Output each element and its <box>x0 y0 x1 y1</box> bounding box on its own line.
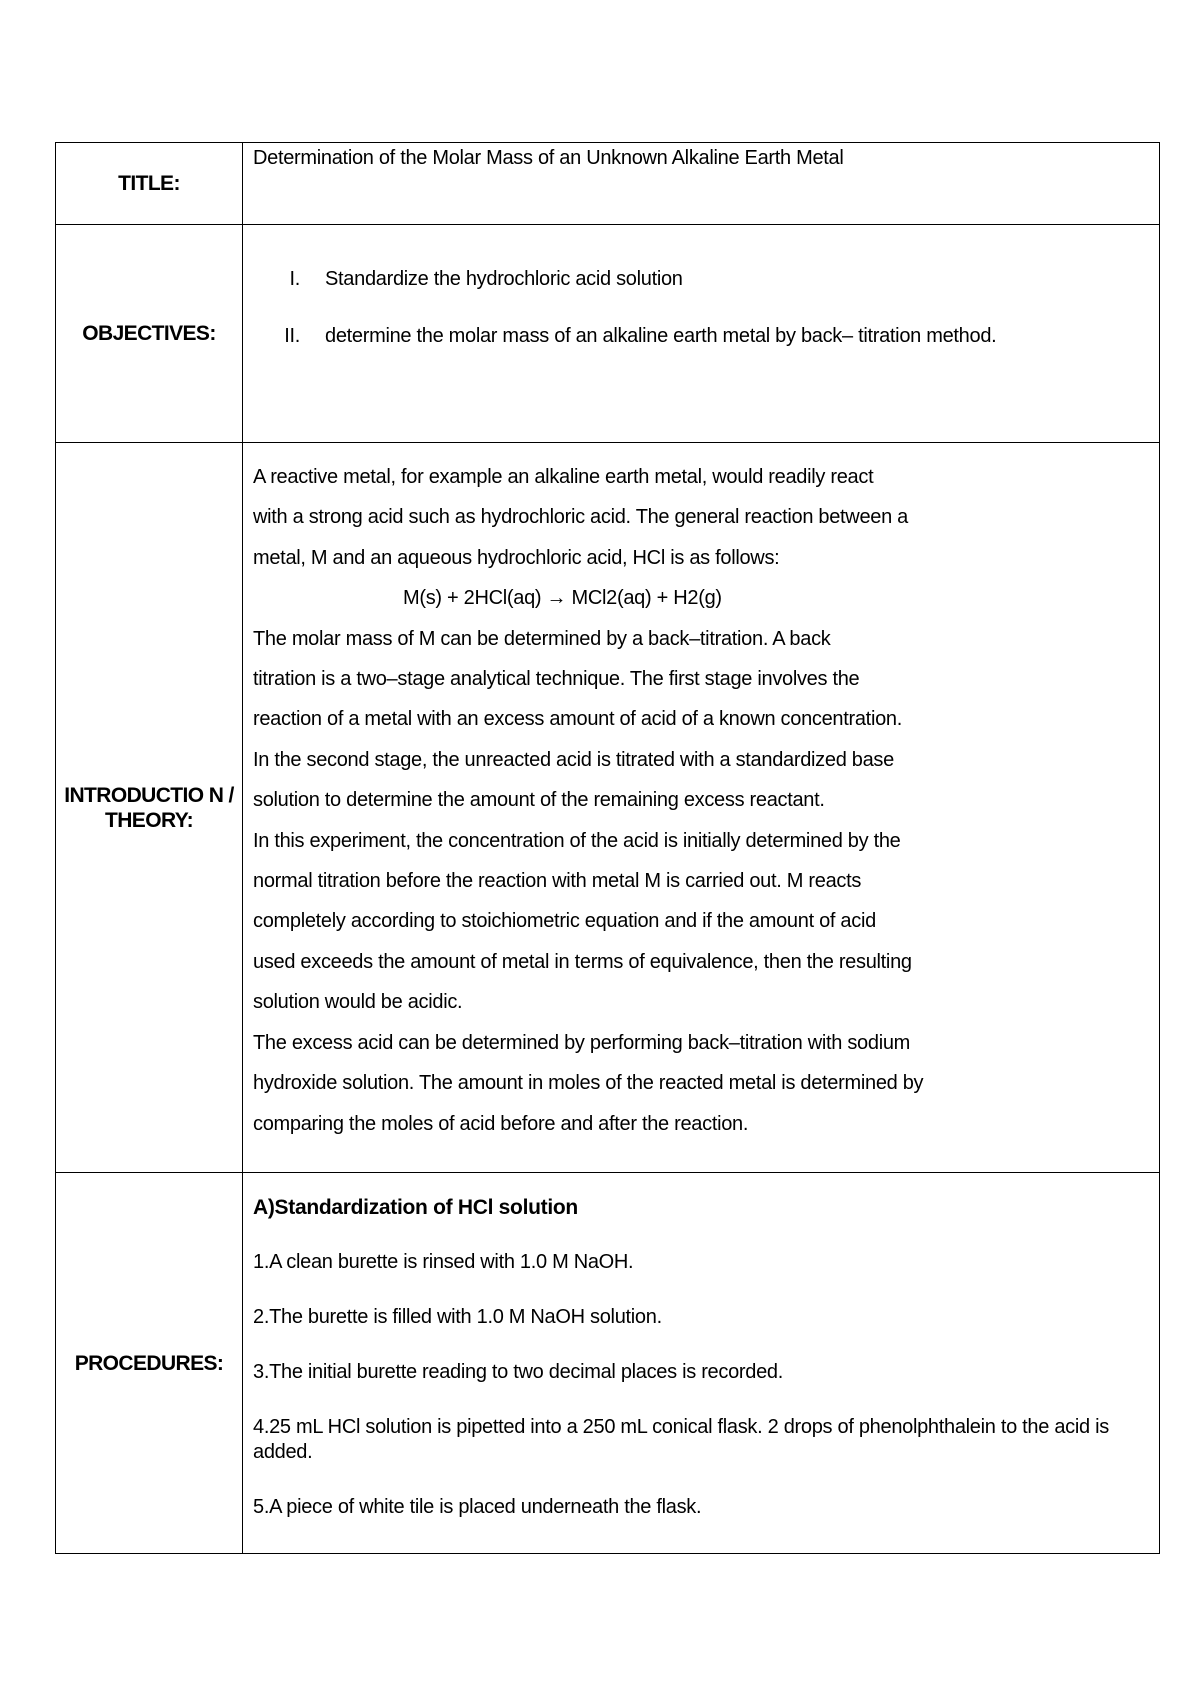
intro-line: normal titration before the reaction with metal M is carried out. M reacts <box>253 870 862 893</box>
objectives-list <box>243 225 1159 349</box>
intro-line: completely according to stoichiometric equation and if the amount of acid <box>253 910 876 933</box>
procedure-step: 5.A piece of white tile is placed underneath the flask. <box>253 1496 702 1518</box>
objectives-content-cell <box>243 225 1160 443</box>
objective-text: determine the molar mass of an alkaline earth metal by back– titration method. <box>325 325 997 347</box>
objective-text: Standardize the hydrochloric acid solution <box>325 268 683 290</box>
procedure-section-heading: A)Standardization of HCl solution <box>253 1196 578 1219</box>
procedures-label: PROCEDURES: <box>56 1173 243 1554</box>
objective-numeral: II. <box>284 325 300 347</box>
intro-line: reaction of a metal with an excess amount of acid of a known concentration. <box>253 708 902 731</box>
introduction-content-cell <box>243 443 1160 1173</box>
intro-line: with a strong acid such as hydrochloric acid. The general reaction between a <box>253 506 908 529</box>
objective-item <box>253 266 1149 292</box>
intro-line: titration is a two–stage analytical technique. The first stage involves the <box>253 668 860 691</box>
introduction-label: INTRODUCTIO N / THEORY: <box>56 443 243 1173</box>
reaction-equation: M(s) + 2HCl(aq) → MCl2(aq) + H2(g) <box>403 587 722 610</box>
objectives-row <box>56 225 1160 443</box>
procedure-step: 4.25 mL HCl solution is pipetted into a 250 mL conical flask. 2 drops of phenolphthalein to the acid is added. <box>253 1416 1109 1463</box>
intro-line: solution would be acidic. <box>253 991 463 1014</box>
intro-line: metal, M and an aqueous hydrochloric acid, HCl is as follows: <box>253 546 780 569</box>
procedures-block <box>243 1173 1159 1520</box>
intro-line: used exceeds the amount of metal in terms of equivalence, then the resulting <box>253 950 912 973</box>
procedures-row <box>56 1173 1160 1554</box>
procedure-step: 2.The burette is filled with 1.0 M NaOH solution. <box>253 1306 662 1328</box>
intro-line: solution to determine the amount of the remaining excess reactant. <box>253 789 825 812</box>
experiment-title: Determination of the Molar Mass of an Unknown Alkaline Earth Metal <box>253 147 844 169</box>
intro-line: In the second stage, the unreacted acid is titrated with a standardized base <box>253 748 894 771</box>
intro-line: The molar mass of M can be determined by a back–titration. A back <box>253 627 831 650</box>
intro-line: A reactive metal, for example an alkaline earth metal, would readily react <box>253 466 874 488</box>
objective-numeral: I. <box>289 268 300 290</box>
lab-report-table <box>55 142 1160 1554</box>
title-content-cell <box>243 143 1160 225</box>
introduction-text <box>243 443 1159 1144</box>
intro-line: In this experiment, the concentration of the acid is initially determined by the <box>253 829 901 852</box>
intro-line: The excess acid can be determined by performing back–titration with sodium <box>253 1031 911 1054</box>
intro-line: hydroxide solution. The amount in moles of the reacted metal is determined by <box>253 1072 924 1095</box>
introduction-row <box>56 443 1160 1173</box>
objective-item <box>253 323 1149 349</box>
title-label: TITLE: <box>56 143 243 225</box>
procedures-content-cell <box>243 1173 1160 1554</box>
intro-line: comparing the moles of acid before and after the reaction. <box>253 1112 749 1135</box>
objectives-label: OBJECTIVES: <box>56 225 243 443</box>
title-row <box>56 143 1160 225</box>
procedure-step: 3.The initial burette reading to two decimal places is recorded. <box>253 1361 783 1383</box>
procedure-step: 1.A clean burette is rinsed with 1.0 M NaOH. <box>253 1251 634 1273</box>
